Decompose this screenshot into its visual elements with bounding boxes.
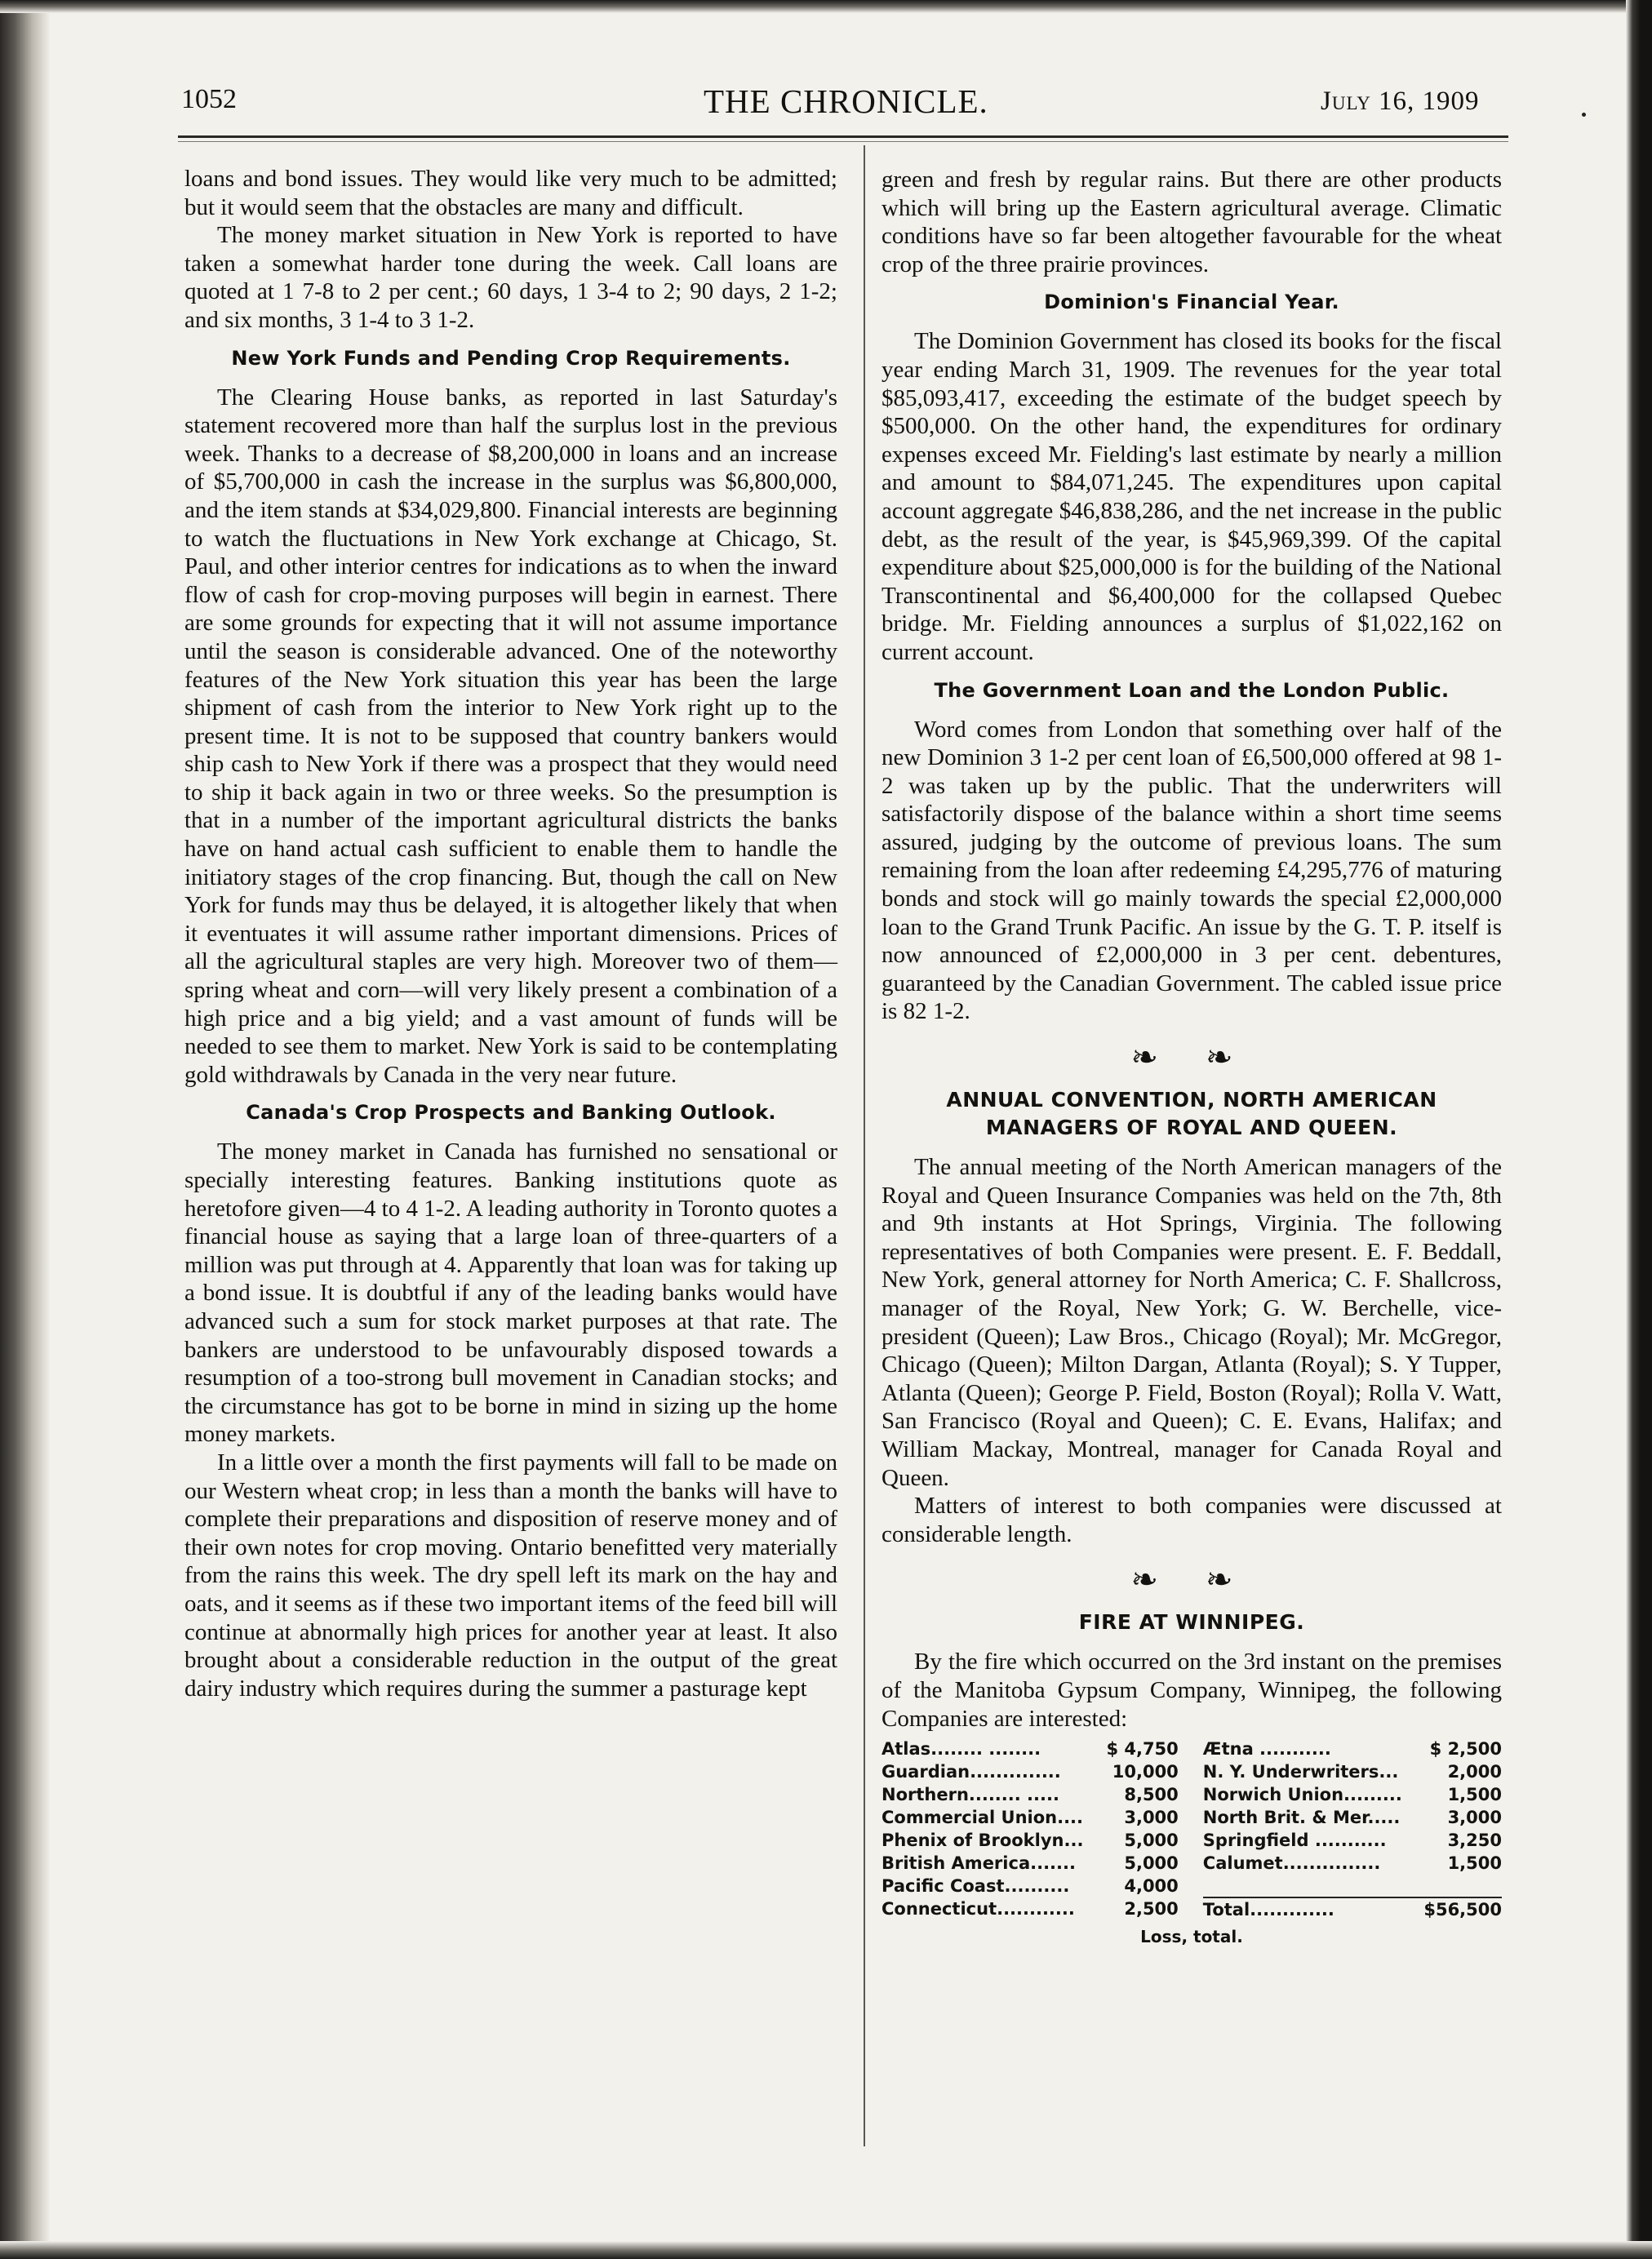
article-headline: FIRE AT WINNIPEG. — [1078, 1610, 1305, 1635]
company-name: Atlas........ ........ — [882, 1739, 1041, 1760]
header-rule — [178, 135, 1508, 138]
page-right-edge — [1626, 0, 1652, 2259]
table-row — [882, 1897, 1502, 1921]
table-row — [882, 1875, 1502, 1897]
loss-amount: 1,500 — [1447, 1785, 1502, 1805]
loss-amount: 5,000 — [1124, 1853, 1179, 1874]
article-headline: ANNUAL CONVENTION, NORTH AMERICAN MANAGERS OF ROYAL AND QUEEN. — [946, 1088, 1437, 1140]
page-top-edge — [0, 0, 1652, 13]
company-name: Norwich Union......... — [1202, 1785, 1402, 1805]
loss-amount: 3,000 — [1447, 1808, 1502, 1828]
loss-note: Loss, total. — [1140, 1927, 1243, 1947]
company-name: N. Y. Underwriters... — [1202, 1762, 1399, 1782]
loss-amount: 10,000 — [1112, 1762, 1179, 1782]
loss-amount: 3,250 — [1447, 1831, 1502, 1851]
loss-amount — [1419, 1875, 1502, 1897]
issue-date: July 16, 1909 — [1321, 87, 1480, 116]
paragraph: loans and bond issues. They would like very much to be admitted; but it would seem that the obstacles are many and difficult. — [184, 166, 837, 220]
insurance-loss-table — [882, 1738, 1502, 1921]
table-row — [882, 1852, 1502, 1875]
page-number: 1052 — [181, 84, 237, 114]
column-divider — [864, 145, 865, 2146]
table-row — [882, 1829, 1502, 1852]
paragraph: The Dominion Government has closed its books for the fiscal year ending March 31, 1909. The revenues for the year total $85,093,417, exceeding the estimate of the budget speech by $500,000. On the other hand, the expenditures for ordinary expenses exceed Mr. Fielding's last estimate by nearly a million and amount to $84,071,245. The expenditures upon capital account aggregate $46,838,286, and the net increase in the public debt, as the result of the year, is $45,969,399. Of the capital expenditure about $25,000,000 is for the building of the National Transcontinental and $6,400,000 for the collapsed Quebec bridge. Mr. Fielding announces a surplus of $1,022,162 on current account. — [882, 328, 1502, 665]
paragraph: By the fire which occurred on the 3rd instant on the premises of the Manitoba Gypsum Company, Winnipeg, the following Companies are interested: — [882, 1649, 1502, 1732]
section-heading: The Government Loan and the London Public. — [934, 678, 1450, 702]
company-name: Calumet............... — [1202, 1853, 1381, 1874]
loss-amount: $ 4,750 — [1106, 1739, 1179, 1760]
paragraph: Word comes from London that something over half of the new Dominion 3 1-2 per cent loan of £6,500,000 offered at 98 1-2 was taken up by the public. That the underwriters will satisfactorily dispose of the balance within a short time seems assured, judging by the outcome of previous loans. The sum remaining from the loan after redeeming £4,295,776 of maturing bonds and stock will go mainly towards the special £2,000,000 loan to the Grand Trunk Pacific. An issue by the G. T. P. itself is now announced of £2,000,000 in 3 per cent. debentures, guaranteed by the Canadian Government. The cabled issue price is 82 1-2. — [882, 716, 1502, 1025]
company-name: Phenix of Brooklyn... — [882, 1831, 1084, 1851]
paragraph: The money market situation in New York is reported to have taken a somewhat harder tone during the week. Call loans are quoted at 1 7-8 to 2 per cent.; 60 days, 1 3-4 to 2; 90 days, 2 1-2; and six months, 3 1-4 to 3 1-2. — [184, 222, 837, 333]
table-row — [882, 1783, 1502, 1806]
company-name: Guardian.............. — [882, 1762, 1061, 1782]
company-name: Springfield ........... — [1202, 1831, 1387, 1851]
paragraph: The annual meeting of the North American managers of the Royal and Queen Insurance Companies was held on the 7th, 8th and 9th instants at Hot Springs, Virginia. The following representatives of both Companies were present. E. F. Beddall, New York, general attorney for North America; C. F. Shallcross, manager of the Royal, New York; G. W. Berchelle, vice-president (Queen); Law Bros., Chicago (Royal); Mr. McGregor, Chicago (Queen); Milton Dargan, Atlanta (Royal); S. Y Tupper, Atlanta (Queen); George P. Field, Boston (Royal); Rolla V. Watt, San Francisco (Royal and Queen); C. E. Evans, Halifax; and William Mackay, Montreal, manager for Canada Royal and Queen. — [882, 1154, 1502, 1491]
right-column — [882, 166, 1502, 1951]
loss-amount: 2,000 — [1447, 1762, 1502, 1782]
company-name: Pacific Coast.......... — [882, 1876, 1070, 1897]
company-name: British America....... — [882, 1853, 1076, 1874]
section-heading: New York Funds and Pending Crop Requirements. — [231, 346, 791, 370]
loss-amount: 4,000 — [1124, 1876, 1179, 1897]
loss-amount: 3,000 — [1124, 1808, 1179, 1828]
section-heading: Canada's Crop Prospects and Banking Outlook. — [246, 1101, 776, 1125]
left-column — [184, 165, 837, 1702]
paragraph: green and fresh by regular rains. But there are other products which will bring up the Eastern agricultural average. Climatic conditions have so far been altogether favourable for the wheat crop of the three prairie provinces. — [882, 166, 1502, 277]
company-name — [1203, 1875, 1419, 1897]
loss-amount: 8,500 — [1124, 1785, 1179, 1805]
masthead-title: THE CHRONICLE. — [704, 82, 988, 120]
ink-speck — [1582, 113, 1586, 117]
loss-amount: 5,000 — [1124, 1831, 1179, 1851]
paragraph: Matters of interest to both companies were discussed at considerable length. — [882, 1493, 1502, 1547]
company-name: Northern........ ..... — [882, 1785, 1059, 1805]
company-name: Connecticut............ — [882, 1899, 1075, 1919]
page-bottom-edge — [0, 2241, 1652, 2259]
page-binding-shadow — [0, 0, 51, 2259]
paragraph: The Clearing House banks, as reported in last Saturday's statement recovered more than half the surplus lost in the previous week. Thanks to a decrease of $8,200,000 in loans and an increase of $5,700,000 in cash the increase in the surplus was $6,800,000, and the item stands at $34,029,800. Financial interests are beginning to watch the fluctuations in New York exchange at Chicago, St. Paul, and other interior centres for indications as to when the inward flow of cash for crop-moving purposes will begin in earnest. There are some grounds for expecting that it will not assume importance until the season is considerable advanced. One of the noteworthy features of the New York situation this year has been the large shipment of cash from the interior to New York right up to the present time. It is not to be supposed that country bankers would ship cash to New York if there was a prospect that they would need to ship it back again in two or three weeks. So the presumption is that in a number of the important agricultural districts the banks have on hand actual cash sufficient to enable them to handle the initiatory stages of the crop financing. But, though the call on New York for funds may thus be delayed, it is altogether likely that when it eventuates it will assume rather important dimensions. Prices of all the agricultural staples are very high. Moreover two of them—spring wheat and corn—will very likely present a combination of a high price and a big yield; and a vast amount of funds will be needed to see them to market. New York is said to be contemplating gold withdrawals by Canada in the very near future. — [184, 384, 837, 1088]
loss-amount: $ 2,500 — [1429, 1739, 1502, 1760]
loss-amount: 1,500 — [1447, 1853, 1502, 1874]
table-row — [882, 1760, 1502, 1783]
company-name: Commercial Union.... — [882, 1808, 1084, 1828]
ornament-dingbat: ❧ ❧ — [1130, 1561, 1253, 1599]
loss-amount: 2,500 — [1124, 1899, 1179, 1919]
paragraph: In a little over a month the first payments will fall to be made on our Western wheat crop; in less than a month the banks will have to complete their preparations and disposition of reserve money and of their own notes for crop moving. Ontario benefitted very materially from the rains this week. The dry spell left its mark on the hay and oats, and it seems as if these two important items of the feed bill will continue at abnormally high prices for another year at least. It also brought about a considerable reduction in the output of the great dairy industry which requires during the summer a pasturage kept — [184, 1449, 837, 1702]
company-name: Ætna ........... — [1202, 1739, 1331, 1760]
company-name: Total............. — [1203, 1897, 1419, 1921]
header-rule-thin — [178, 141, 1508, 142]
table-row — [882, 1738, 1502, 1760]
table-row — [882, 1806, 1502, 1829]
company-name: North Brit. & Mer..... — [1202, 1808, 1401, 1828]
loss-amount: $56,500 — [1419, 1897, 1502, 1921]
paragraph: The money market in Canada has furnished no sensational or specially interesting features. Banking institutions quote as heretofore given—4 to 4 1-2. A leading authority in Toronto quotes a financial house as saying that a large loan of three-quarters of a million was put through at 4. Apparently that loan was for taking up a bond issue. It is doubtful if any of the leading banks would have advanced such a sum for stock market purposes at that rate. The bankers are understood to be unfavourably disposed towards a resumption of a too-strong bull movement in Canadian stocks; and the circumstance has got to be borne in mind in sizing up the home money markets. — [184, 1138, 837, 1448]
ornament-dingbat: ❧ ❧ — [1130, 1039, 1253, 1076]
section-heading: Dominion's Financial Year. — [1044, 291, 1339, 314]
